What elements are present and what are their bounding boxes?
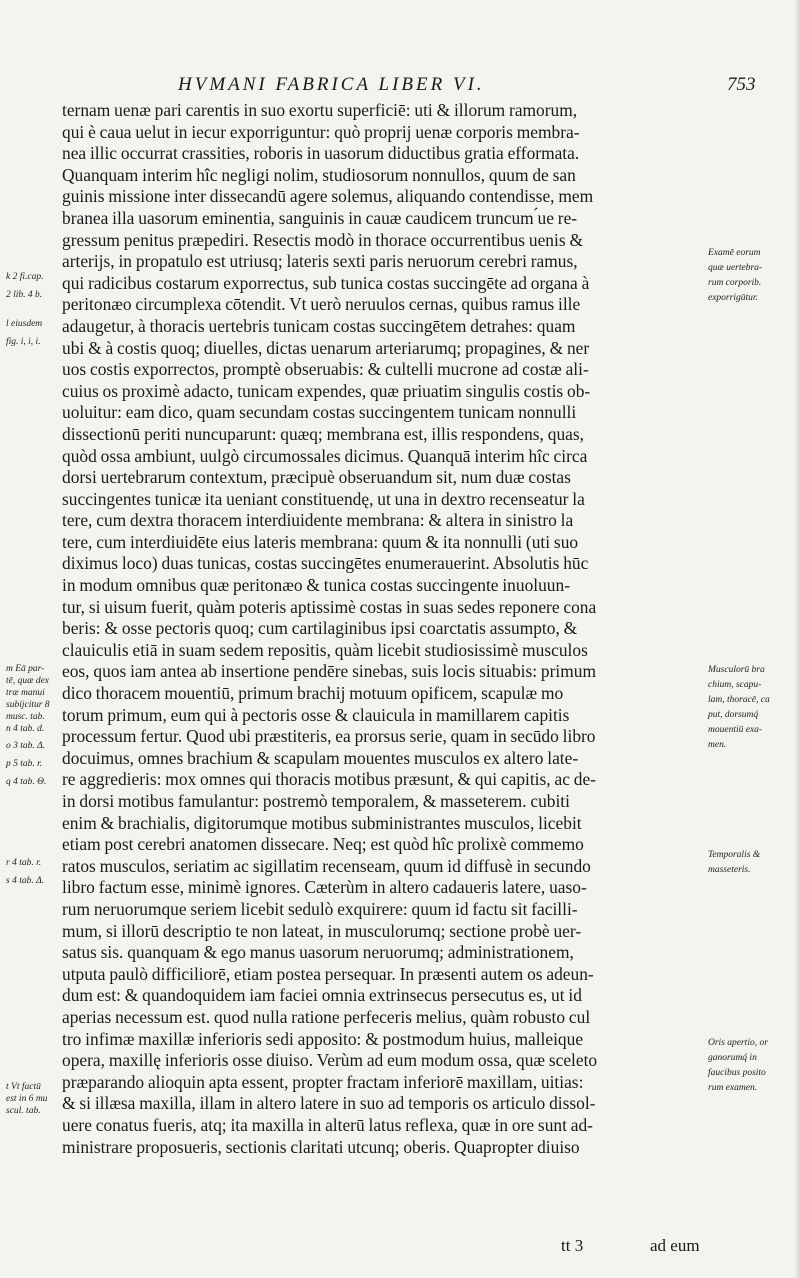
text-line: eos, quos iam antea ab insertione pendēre sinebas, suis locis situabis: primum (62, 661, 596, 682)
text-line: guinis missione inter dissecandū agere solemus, aliquando contendisse, mem (62, 186, 594, 207)
left-margin-note: m Eā par- (6, 664, 45, 674)
text-line: succingentes tunicæ ita ueniant constituendę, ut una in dextro recenseatur la (62, 488, 585, 509)
text-line: arterijs, in propatulo est utriusq; lateris sexti paris neruorum cerebri ramus, (62, 251, 578, 272)
text-line: in modum omnibus quæ peritonæo & tunica costas succingente inuoluun- (62, 575, 570, 596)
text-line: ministrare proposueris, sectionis claritati utcunq; oberis. Quapropter diuiso (62, 1136, 580, 1157)
left-margin-note: est in 6 mu (6, 1094, 48, 1104)
left-margin-note: scul. tab. (6, 1106, 41, 1116)
text-line: Quanquam interim hîc negligi nolim, studiosorum nonnullos, quum de san (62, 164, 576, 185)
text-line: clauiculis etiā in suam sedem repositis, quàm licebit studiosissimè musculos (62, 639, 588, 660)
text-line: qui è caua uelut in iecur exporriguntur: quò proprij uenæ corporis membra- (62, 121, 580, 142)
text-line: uere conatus fueris, atq; ita maxilla in alterū latus reflexa, quæ in ore sunt ad- (62, 1114, 593, 1135)
left-margin-note: s 4 tab. Δ. (6, 876, 45, 886)
text-line: torum primum, eum qui à pectoris osse & clauicula in mamillarem capitis (62, 704, 570, 725)
text-line: dico thoracem mouentiū, primum brachij motuum opificem, scapulæ mo (62, 683, 564, 704)
right-margin-note: mouentiū exa- (708, 725, 763, 735)
left-margin-note: musc. tab. (6, 712, 45, 722)
text-line: & si illæsa maxilla, illam in altero latere in suo ad temporis os articulo dissol- (62, 1093, 596, 1114)
right-margin-note: rum examen. (708, 1083, 758, 1093)
text-line: tro infimæ maxillæ inferioris sedi apposito: & postmodum huius, malleique (62, 1028, 584, 1049)
text-line: re aggredieris: mox omnes qui thoracis motibus præsunt, & qui capitis, ac de- (62, 769, 596, 790)
text-line: nea illic occurrat crassities, roboris in uasorum diductibus gratia efformata. (62, 143, 580, 164)
text-line: branea illa uasorum eminentia, sanguinis in cauæ caudicem truncum ́ue re- (62, 207, 578, 228)
text-line: tur, si uisum fuerit, quàm poteris aptissimè costas in suas sedes reponere cona (62, 596, 597, 617)
text-line: utputa paulò difficiliorē, etiam postea persequar. In præsenti autem os adeun- (62, 963, 594, 984)
left-margin-note: k 2 fi.cap. (6, 272, 44, 282)
text-line: processum fertur. Quod ubi præstiteris, ea prorsus serie, quam in secūdo libro (62, 726, 596, 747)
text-line: cuius os proximè adacto, tunicam expendes, quæ priuatim singulis costis ob- (62, 380, 591, 401)
text-line: enim & brachialis, digitorumque motibus subministrantes musculos, licebit (62, 812, 582, 833)
catchword: ad eum (650, 1236, 700, 1255)
right-margin-note: rum corporib. (708, 278, 762, 288)
page-number: 753 (727, 74, 756, 95)
left-margin-note: l eiusdem (6, 319, 43, 329)
left-margin-note: q 4 tab. Θ. (6, 777, 47, 787)
text-line: rum neruorumque seriem licebit sedulò exquirere: quum id factu sit facilli- (62, 898, 578, 919)
right-margin-note: ganorumq́ in (708, 1053, 757, 1063)
left-margin-note: n 4 tab. d. (6, 724, 45, 734)
text-line: etiam post cerebri anatomen dissecare. Neq; est quòd hîc prolixè commemo (62, 834, 584, 855)
right-margin-note: quæ uertebra- (708, 263, 763, 273)
text-line: dissectionū periti nuncuparunt: quæq; membrana est, illis respondens, quas, (62, 423, 584, 444)
text-line: ternam uenæ pari carentis in suo exortu superficiē: uti & illorum ramorum, (62, 100, 578, 120)
right-margin-note: men. (708, 740, 727, 750)
text-line: peritonæo circumplexa cōtendit. Vt uerò neruulos cernas, quibus ramus ille (62, 294, 581, 315)
text-line: libro factum esse, minimè ignores. Cæterùm in altero cadaueris latere, uaso- (62, 877, 587, 898)
text-line: dorsi uertebrarum contextum, præcipuè obseruandum sit, num duæ costas (62, 467, 571, 488)
right-margin-note: put, dorsumq́ (708, 710, 759, 720)
right-margin-note: Musculorū bra (708, 665, 765, 675)
left-margin-note: p 5 tab. r. (6, 759, 43, 769)
text-line: diximus loco) duas tunicas, costas succingētes enumerauerint. Absolutis hūc (62, 553, 589, 574)
text-line: opera, maxillę inferioris osse diuiso. Verùm ad eum modum ossa, quæ sceleto (62, 1050, 598, 1071)
left-margin-note: tē, quæ dex (6, 676, 50, 686)
text-line: tere, cum interdiuidēte eius lateris membrana: quum & ita nonnulli (uti suo (62, 531, 579, 552)
left-margin-note: 2 lib. 4 b. (6, 290, 43, 300)
text-line: uos costis exporrectos, promptè obseruabis: & cultelli mucrone ad costæ ali- (62, 359, 589, 380)
left-margin-note: subijcitur 8 (6, 700, 50, 710)
text-line: satus sis. quanquam & ego manus uasorum neruorumq; administrationem, (62, 942, 574, 963)
left-margin-note: o 3 tab. Δ. (6, 741, 46, 751)
right-margin-note: lam, thoracē, ca (708, 695, 770, 705)
right-margin-note: Oris apertio, or (708, 1038, 768, 1048)
right-margin-note: Examē eorum (708, 248, 761, 258)
right-margin-note: faucibus posito (708, 1068, 766, 1078)
left-margin-note: fig. i, i, i. (6, 337, 41, 347)
signature-mark: tt 3 (561, 1236, 584, 1255)
right-margin-note: masseteris. (708, 865, 751, 875)
text-line: uoluitur: eam dico, quam secundam costas succingentem tunicam nonnulli (62, 402, 577, 423)
text-line: dum est: & quandoquidem iam faciei omnia extrinsecus persecutus es, ut id (62, 985, 582, 1006)
right-margin-note: exporrigūtur. (708, 293, 758, 303)
running-title: HVMANI FABRICA LIBER VI. (178, 74, 485, 95)
left-margin-note: træ manui (6, 688, 45, 698)
text-line: beris: & osse pectoris quoq; cum cartilaginibus ipsi coarctatis assumpto, & (62, 618, 578, 639)
text-line: quòd ossa ambiunt, uulgò circumossales dicimus. Quanquā interim hîc circa (62, 445, 588, 466)
scan-edge-shadow (794, 0, 800, 1278)
left-margin-note: t Vt factū (6, 1082, 41, 1092)
right-margin-note: chium, scapu- (708, 680, 762, 690)
text-line: ratos musculos, seriatim ac sigillatim recenseam, quum id diffusè in secundo (62, 855, 591, 876)
text-line: præparando alioquin apta essent, propter fractam inferiorē maxillam, uitias: (62, 1071, 584, 1092)
text-line: gressum penitus præpediri. Resectis modò in thorace occurrentibus uenis & (62, 229, 583, 250)
text-line: tere, cum dextra thoracem interdiuidente membrana: & altera in sinistro la (62, 510, 574, 531)
text-line: aperias necessum est. quod nulla ratione perfeceris melius, quàm robusto cul (62, 1006, 591, 1027)
text-line: docuimus, omnes brachium & scapulam mouentes musculos ex altero late- (62, 747, 579, 768)
body-text (62, 100, 702, 1158)
left-margin-note: r 4 tab. r. (6, 858, 42, 868)
text-line: adaugetur, à thoracis uertebris tunicam costas succingētem detrahes: quam (62, 315, 576, 336)
text-line: ubi & à costis quoq; diuelles, dictas uenarum arteriarumq; propagines, & ner (62, 337, 590, 358)
right-margin-note: Temporalis & (708, 850, 761, 860)
text-line: mum, si illorū descriptio te non lateat, in musculorumq; sectione probè uer- (62, 920, 582, 941)
text-line: qui radicibus costarum exporrectus, sub tunica costas succingēte ad organa à (62, 272, 590, 293)
text-line: in dorsi motibus famulantur: postremò temporalem, & masseterem. cubiti (62, 791, 570, 811)
